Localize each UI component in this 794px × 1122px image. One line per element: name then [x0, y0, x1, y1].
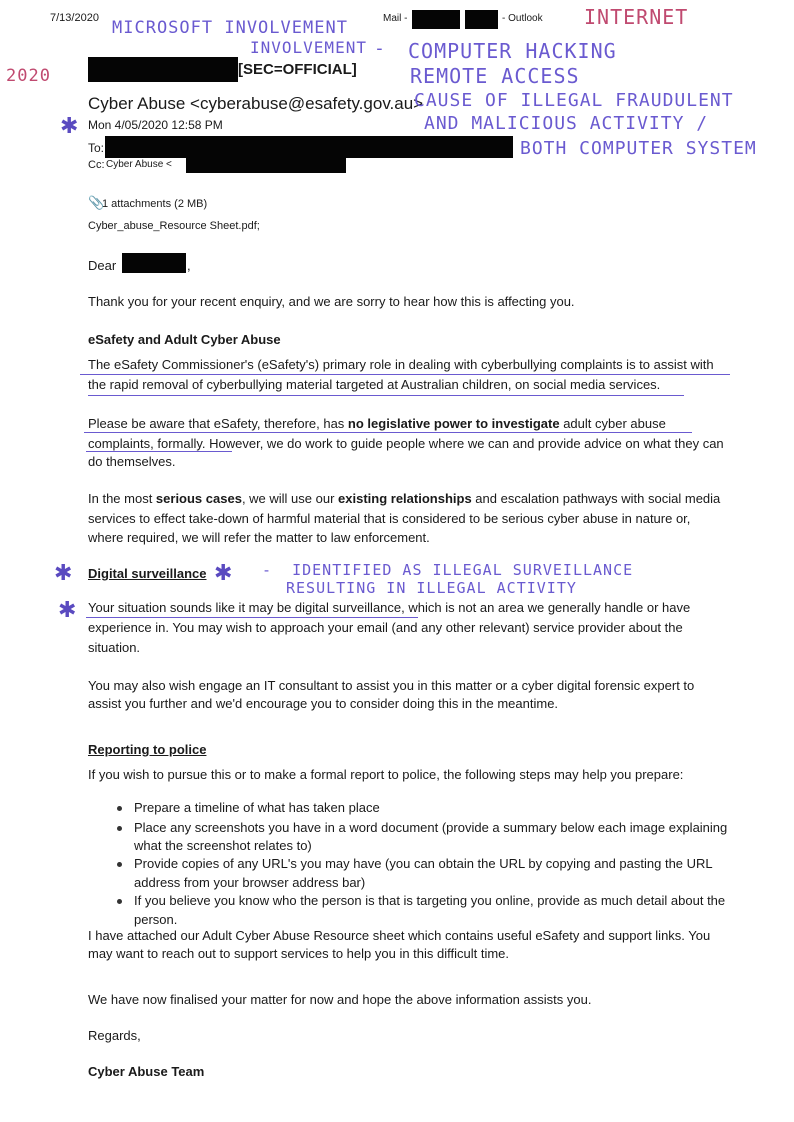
handwritten-cause: CAUSE OF ILLEGAL FRAUDULENT [414, 90, 734, 111]
paragraph-digital-surveillance-line1: Your situation sounds like it may be digital surveillance, which is not an area we generally handle or have [88, 600, 691, 615]
email-cc-value: Cyber Abuse < [106, 159, 172, 170]
serious-text-c: and escalation pathways with social media [471, 491, 721, 506]
handwritten-dash: - [262, 561, 273, 579]
serious-text-a: In the most [88, 491, 156, 506]
bullet-person-line2: person. [134, 912, 178, 927]
pen-underline [86, 451, 232, 452]
existing-relationships-emphasis: existing relationships [338, 491, 472, 506]
paragraph-esafety-role-line2: the rapid removal of cyberbullying material targeted at Australian children, on social media services. [88, 377, 661, 392]
handwritten-both-computer: BOTH COMPUTER SYSTEM [520, 138, 757, 159]
email-cc-label: Cc: [88, 159, 105, 171]
handwritten-star-mark: ✱ [58, 597, 77, 622]
bullet-screenshots-line2: what the screenshot relates to) [134, 838, 312, 853]
serious-cases-emphasis: serious cases [155, 491, 242, 506]
bullet-dot [117, 826, 122, 831]
handwritten-microsoft-involvement: MICROSOFT INVOLVEMENT [112, 18, 348, 38]
paragraph-it-consultant-line1: You may also wish engage an IT consultant to assist you in this matter or a cyber digital forensic expert to [88, 678, 695, 693]
paragraph-no-power-line2: complaints, formally. However, we do work to guide people where we can and provide advice on what they can [88, 436, 724, 451]
handwritten-internet: INTERNET [584, 5, 689, 29]
paragraph-esafety-role-line1: The eSafety Commissioner's (eSafety's) primary role in dealing with cyberbullying complaints is to assist with [88, 357, 714, 372]
greeting: Dear [88, 258, 117, 273]
handwritten-identified-text: IDENTIFIED AS ILLEGAL SURVEILLANCE [292, 561, 634, 579]
handwritten-dash: - [374, 38, 386, 59]
cc-redaction [186, 157, 346, 173]
serious-text-b: , we will use our [241, 491, 339, 506]
paragraph-serious-cases-line3: where required, we will refer the matter to law enforcement. [88, 530, 430, 545]
paragraph-digital-surveillance-line2: experience in. You may wish to approach your email (and any other relevant) service provider about the [88, 620, 683, 635]
handwritten-malicious: AND MALICIOUS ACTIVITY / [424, 113, 709, 134]
handwritten-star-mark: ✱ [214, 560, 233, 585]
handwritten-identified-line2: RESULTING IN ILLEGAL ACTIVITY [286, 579, 577, 597]
signature: Cyber Abuse Team [88, 1064, 205, 1079]
redaction-block [465, 10, 498, 29]
pen-underline [84, 432, 692, 433]
bullet-timeline: Prepare a timeline of what has taken place [134, 800, 380, 815]
handwritten-year: 2020 [6, 66, 51, 86]
no-power-text-a: Please be aware that eSafety, therefore, has [88, 416, 348, 431]
email-subject-suffix: [SEC=OFFICIAL] [238, 61, 357, 78]
outlook-label: - Outlook [502, 13, 543, 24]
email-sent-date: Mon 4/05/2020 12:58 PM [88, 118, 223, 132]
heading-reporting-to-police: Reporting to police [88, 742, 207, 757]
handwritten-star-mark: ✱ [60, 113, 79, 138]
bullet-urls-line2: address from your browser address bar) [134, 875, 366, 890]
handwritten-involvement: INVOLVEMENT [250, 38, 367, 57]
pen-underline [86, 617, 418, 618]
pen-underline [88, 395, 684, 396]
paragraph-finalised: We have now finalised your matter for now and hope the above information assists you. [88, 992, 592, 1007]
heading-digital-surveillance: Digital surveillance [88, 566, 207, 581]
attachment-filename[interactable]: Cyber_abuse_Resource Sheet.pdf; [88, 220, 260, 232]
pen-underline [80, 374, 730, 375]
paragraph-police-intro: If you wish to pursue this or to make a formal report to police, the following steps may help you prepare: [88, 767, 684, 782]
print-date: 7/13/2020 [50, 12, 99, 24]
redaction-block [412, 10, 460, 29]
handwritten-computer-hacking: COMPUTER HACKING [408, 39, 617, 63]
subject-redaction [88, 57, 238, 82]
bullet-dot [117, 862, 122, 867]
paragraph-resource-sheet-line2: may want to reach out to support services to help you in this difficult time. [88, 946, 510, 961]
bullet-dot [117, 806, 122, 811]
intro-paragraph: Thank you for your recent enquiry, and we are sorry to hear how this is affecting you. [88, 294, 575, 309]
attachments-count: 1 attachments (2 MB) [102, 198, 208, 210]
greeting-comma: , [187, 258, 191, 273]
paragraph-no-power-line3: do themselves. [88, 454, 176, 469]
handwritten-star-mark: ✱ [54, 560, 73, 585]
paragraph-resource-sheet-line1: I have attached our Adult Cyber Abuse Resource sheet which contains useful eSafety and support links. You [88, 928, 711, 943]
bullet-person-line1: If you believe you know who the person is that is targeting you online, provide as much detail about the [134, 893, 726, 908]
mail-label: Mail - [383, 13, 408, 24]
paperclip-icon: 📎 [88, 195, 105, 210]
paragraph-it-consultant-line2: assist you further and we'd encourage you to consider doing this in the meantime. [88, 696, 559, 711]
paragraph-serious-cases-line2: services to effect take-down of harmful material that is considered to be serious cyber abuse in nature or, [88, 511, 691, 526]
no-power-text-b: adult cyber abuse [559, 416, 666, 431]
bullet-urls-line1: Provide copies of any URL's you may have (you can obtain the URL by copying and pasting the URL [134, 856, 713, 871]
bullet-dot [117, 899, 122, 904]
regards: Regards, [88, 1028, 141, 1043]
name-redaction [122, 253, 186, 273]
email-from: Cyber Abuse <cyberabuse@esafety.gov.au> [88, 94, 424, 113]
handwritten-remote-access: REMOTE ACCESS [410, 64, 580, 88]
handwritten-identified-line1 [262, 561, 633, 579]
email-to-label: To: [88, 141, 105, 155]
paragraph-no-power-line1 [88, 414, 768, 434]
paragraph-serious-cases-line1 [88, 489, 768, 509]
paragraph-digital-surveillance-line3: situation. [88, 640, 141, 655]
recipient-redaction [105, 136, 513, 158]
no-power-emphasis: no legislative power to investigate [347, 416, 560, 431]
heading-esafety-adult-cyber-abuse: eSafety and Adult Cyber Abuse [88, 332, 281, 347]
bullet-screenshots-line1: Place any screenshots you have in a word document (provide a summary below each image explaining [134, 820, 728, 835]
